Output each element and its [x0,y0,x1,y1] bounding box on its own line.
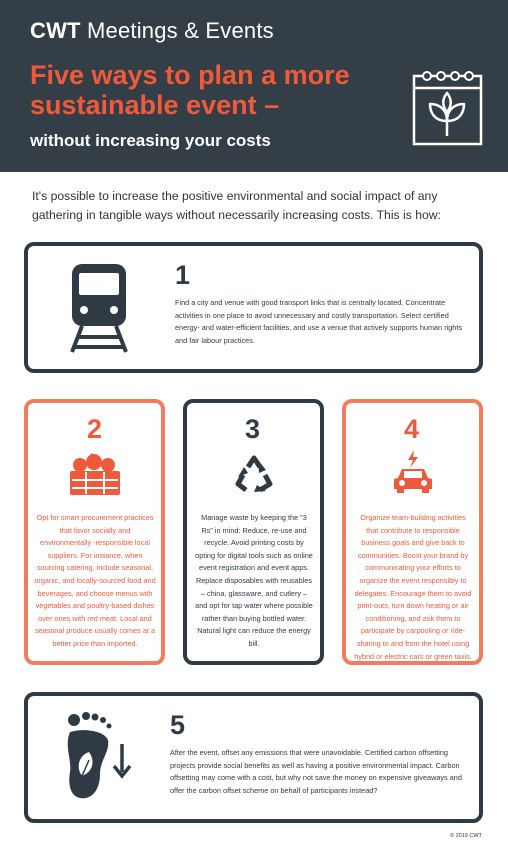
step-4-text: Organize team-building activities that contribute to responsible business goals and give back to communities. Boost your brand by communicating your efforts to organize the event responsibly to delegates. Encourage them to avoid print-outs, turn down heating or air conditioning, and ask them to participate by carpooling or ride-sharing to and from the hotel using hybrid or electric cars or green taxis. [354,513,472,661]
step-1-number: 1 [175,260,191,290]
step-2-number: 2 [87,414,103,444]
page-title: Five ways to plan a more sustainable event – [30,60,350,120]
step-5-number: 5 [170,710,186,740]
page-subtitle: without increasing your costs [30,131,271,150]
copyright: © 2019 CWT [450,833,482,839]
electric-car-icon [390,448,436,494]
step-3-text: Manage waste by keeping the "3 Rs" in mind: Reduce, re-use and recycle. Avoid printing costs by opting for digital tools such as online event registration and event apps. Replace disposables with reusables – china, glassware, and cutlery – and opt for tap water where possible rather than buying bottled water. Natural light can reduce the energy bill. [195,513,313,648]
step-1-text: Find a city and venue with good transport links that is centrally located. Concentrate activities in one place to avoid unnecessary and costly transportation. Select certified energy- and water-efficient facilities, and use a venue that actively supports human rights and fair labour practices. [175,298,463,345]
produce-crate-icon [68,453,122,497]
recycle-icon [234,455,274,495]
step-2-text: Opt for smart procurement practices that favor socially and environmentally -responsible local suppliers. For instance, when sourcing catering, include seasonal, organic, and locally-sourced food and beverages, and choose menus with vegetables and poultry-based dishes over ones with red meat. Local and seasonal produce usually comes at a better price than imported. [34,513,156,648]
footprint-icon [62,712,134,802]
step-5-text: After the event, offset any emissions that were unavoidable. Certified carbon offsetting projects provide social benefits as well as having a positive environmental impact. Carbon offsetting may come with a cost, but why not save the money on expensive giveaways and offer the carbon offset scheme on behalf of participants instead? [170,748,462,795]
step-4-number: 4 [404,414,420,444]
brand-logo: CWT Meetings & Events [30,18,274,43]
header-banner [0,0,508,172]
train-icon [64,262,134,354]
step-3-number: 3 [245,414,261,444]
intro-text: It's possible to increase the positive environmental and social impact of any gathering in tangible ways without necessarily increasing costs. This is how: [32,189,441,222]
calendar-leaf-icon [412,66,483,146]
